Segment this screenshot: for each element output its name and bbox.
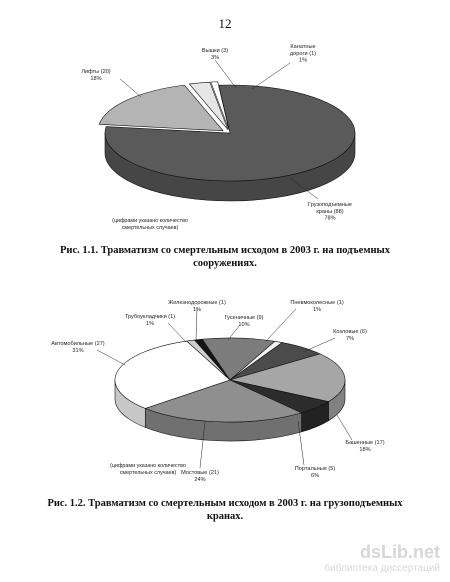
chart-2-label-трубоукладчики: Трубоукладчики (1) 1% xyxy=(124,314,176,327)
chart-2-leader-башенные xyxy=(337,415,352,440)
chart-1-label-грузоподъемные-краны: Грузоподъемные краны (88) 78% xyxy=(307,202,353,222)
chart-2-leader-железнодорожные xyxy=(196,309,197,340)
watermark-subtitle: библиотека диссертаций xyxy=(324,563,440,574)
chart-2-note: (цифрами указано количество смертельных случаев) xyxy=(110,463,186,476)
chart-2-label-гусеничные: Гусеничные (9) 10% xyxy=(224,315,264,328)
chart-2-label-пневмоколесные: Пневмоколесные (1) 1% xyxy=(290,300,344,313)
watermark xyxy=(300,542,440,576)
pie-chart-cranes xyxy=(51,300,384,483)
chart-2-leader-пневмоколесные xyxy=(266,309,296,341)
chart-1-caption: Рис. 1.1. Травматизм со смертельным исходом в 2003 г. на подъемных сооружениях. xyxy=(60,245,390,269)
chart-2-label-автомобильные: Автомобильные (27) 31% xyxy=(51,341,105,354)
chart-2-label-мостовые: Мостовые (21) 24% xyxy=(181,470,219,483)
chart-2-label-портальные: Портальные (5) 6% xyxy=(294,466,336,479)
chart-1-label-лифты: Лифты (20) 18% xyxy=(81,69,111,82)
pie-chart-lifting-structures xyxy=(81,44,355,231)
chart-1-label-вышки: Вышки (3) 3% xyxy=(201,48,229,61)
chart-2-label-башенные: Башенные (17) 18% xyxy=(345,440,385,453)
chart-2-leader-козловые xyxy=(303,338,335,352)
chart-2-caption: Рис. 1.2. Травматизм со смертельным исходом в 2003 г. на грузоподъемных кранах. xyxy=(47,498,403,522)
page-number: 12 xyxy=(218,16,232,31)
chart-2-leader-автомобильные xyxy=(97,350,125,365)
chart-1-leader-лифты xyxy=(120,79,141,97)
chart-2-label-железнодорожные: Железнодорожные (1) 1% xyxy=(168,300,226,313)
chart-2-leader-трубоукладчики xyxy=(168,323,186,342)
watermark-logo: dsLib.net xyxy=(360,542,440,562)
chart-1-label-канатные-дороги: Канатные дороги (1) 1% xyxy=(289,44,317,64)
chart-1-note: (цифрами указано количество смертельных случаев) xyxy=(112,218,188,231)
chart-1-leader-канатные-дороги xyxy=(252,63,290,89)
chart-2-label-козловые: Козловые (6) 7% xyxy=(333,329,367,342)
